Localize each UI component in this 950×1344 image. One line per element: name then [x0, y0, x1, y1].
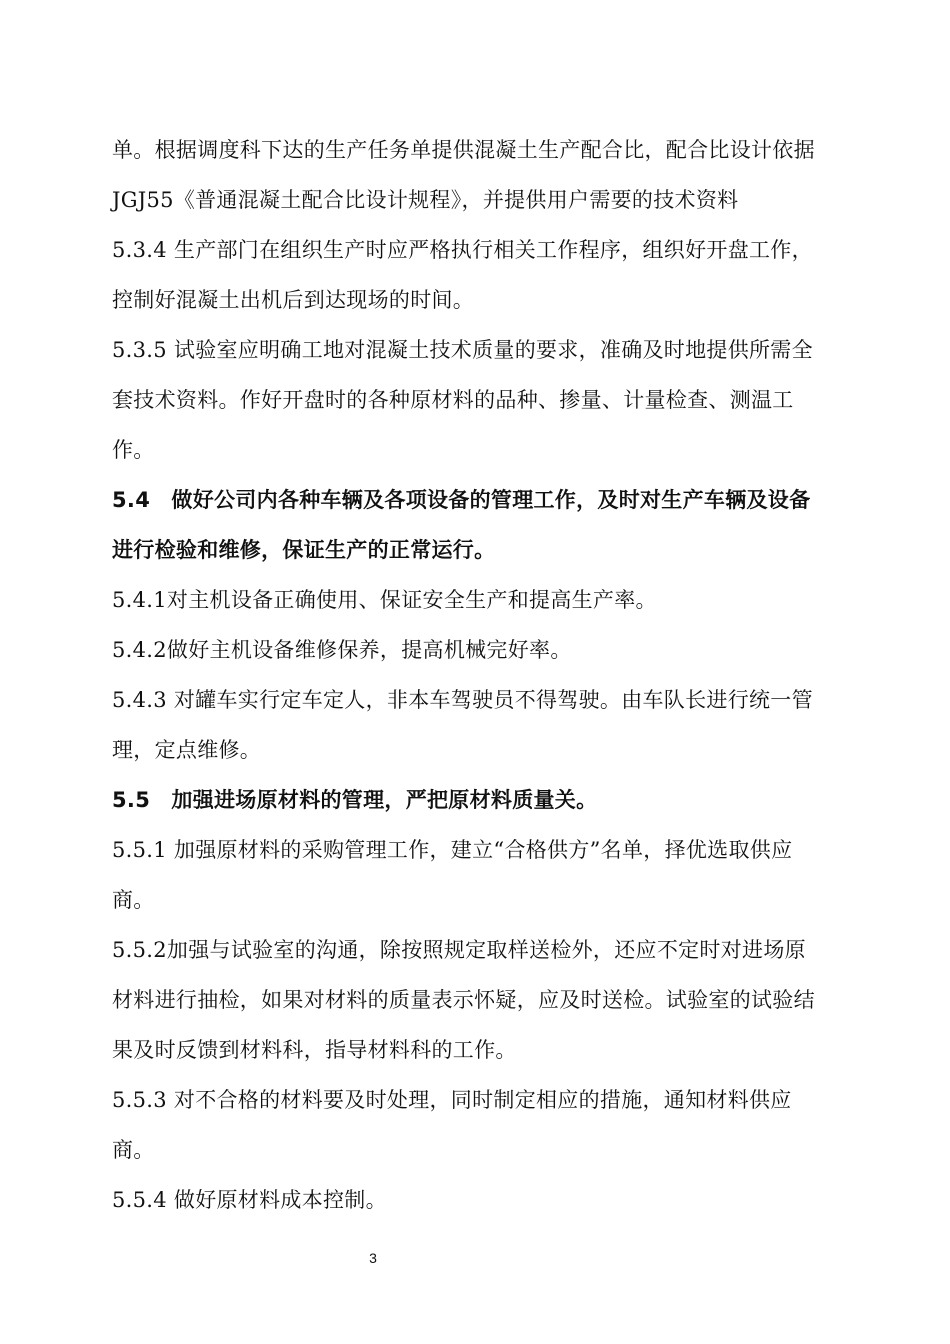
- text-line: 单。根据调度科下达的生产任务单提供混凝土生产配合比，配合比设计依据: [112, 138, 815, 162]
- text-line: 5.4.1对主机设备正确使用、保证安全生产和提高生产率。: [112, 588, 657, 612]
- text-line: JGJ55《普通混凝土配合比设计规程》，并提供用户需要的技术资料: [112, 188, 739, 212]
- text-line: 5.3.4 生产部门在组织生产时应严格执行相关工作程序，组织好开盘工作，: [112, 238, 813, 262]
- section-heading: 进行检验和维修，保证生产的正常运行。: [112, 538, 496, 562]
- text-line: 5.5.2加强与试验室的沟通，除按照规定取样送检外，还应不定时对进场原: [112, 938, 806, 962]
- text-line: 商。: [112, 888, 155, 912]
- section-heading: 5.4 做好公司内各种车辆及各项设备的管理工作，及时对生产车辆及设备: [112, 488, 811, 512]
- text-line: 5.4.3 对罐车实行定车定人，非本车驾驶员不得驾驶。由车队长进行统一管: [112, 688, 813, 712]
- text-line: 作。: [112, 438, 155, 462]
- text-line: 5.3.5 试验室应明确工地对混凝土技术质量的要求，准确及时地提供所需全: [112, 338, 813, 362]
- text-line: 5.5.3 对不合格的材料要及时处理，同时制定相应的措施，通知材料供应: [112, 1088, 792, 1112]
- text-line: 理，定点维修。: [112, 738, 262, 762]
- text-line: 果及时反馈到材料科，指导材料科的工作。: [112, 1038, 517, 1062]
- text-line: 套技术资料。作好开盘时的各种原材料的品种、掺量、计量检查、测温工: [112, 388, 794, 412]
- text-line: 5.5.1 加强原材料的采购管理工作，建立“合格供方”名单，择优选取供应: [112, 838, 793, 862]
- text-line: 材料进行抽检，如果对材料的质量表示怀疑，应及时送检。试验室的试验结: [112, 988, 815, 1012]
- text-line: 5.4.2做好主机设备维修保养，提高机械完好率。: [112, 638, 572, 662]
- text-line: 商。: [112, 1138, 155, 1162]
- page-number: 3: [369, 1250, 377, 1266]
- section-heading: 5.5 加强进场原材料的管理，严把原材料质量关。: [112, 788, 598, 812]
- text-line: 控制好混凝土出机后到达现场的时间。: [112, 288, 475, 312]
- text-line: 5.5.4 做好原材料成本控制。: [112, 1188, 387, 1212]
